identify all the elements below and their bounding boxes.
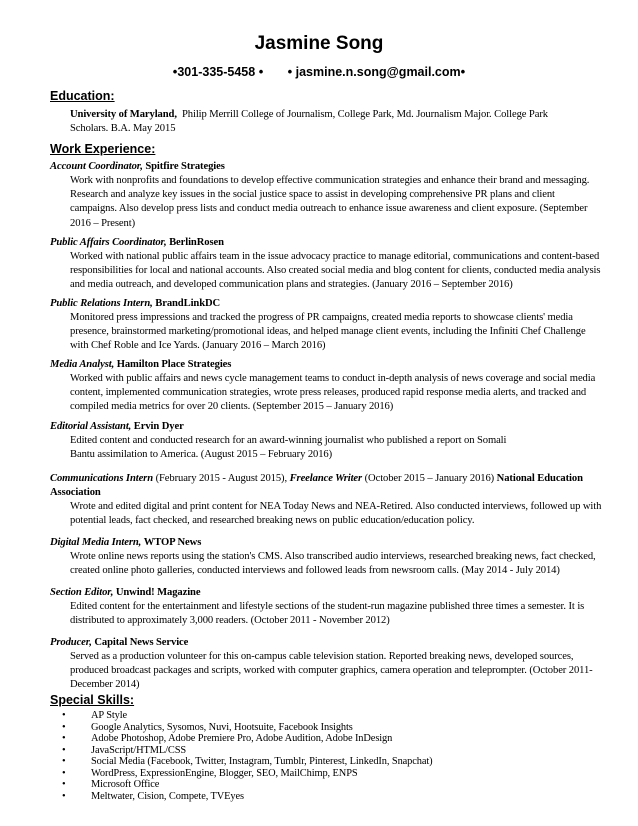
job-dates: (February 2015 - August 2015),	[155, 473, 288, 484]
job-description-line: with Chef Roble and Ice Yards. (January 2016 – March 2016)	[70, 340, 326, 352]
contact-line	[0, 64, 638, 79]
job-company: Spitfire Strategies	[145, 161, 225, 172]
list-item	[60, 710, 600, 722]
education-details: Philip Merrill College of Journalism, College Park, Md. Journalism Major. College Park	[181, 109, 548, 120]
job-title: Producer,	[50, 637, 92, 648]
job-company: WTOP News	[143, 537, 202, 548]
job-title: Media Analyst,	[50, 359, 115, 370]
skills-list	[60, 710, 600, 802]
job-title: Digital Media Intern,	[50, 537, 142, 548]
job-description-line: Worked with national public affairs team in the issue advocacy practice to manage editorial, communications and content-based	[70, 251, 600, 262]
job-description-line: produced broadcast packages and scripts, worked with computer graphics, camera operation and teleprompter. (October 2011-	[70, 665, 593, 677]
job-title-line	[50, 586, 610, 600]
job-description	[70, 650, 610, 693]
job-description	[70, 311, 610, 354]
job-description-line: compiled media metrics for over 20 clients. (September 2015 – January 2016)	[70, 401, 394, 413]
job-description-line: Bantu assimilation to America. (August 2015 – February 2016)	[70, 449, 333, 461]
bullet-icon: •	[62, 744, 66, 756]
job-description	[70, 600, 610, 628]
job-company: Hamilton Place Strategies	[116, 359, 232, 370]
skill-text: Google Analytics, Sysomos, Nuvi, Hootsuite, Facebook Insights	[91, 721, 353, 733]
work-experience-heading: Work Experience:	[50, 142, 156, 156]
list-item	[60, 791, 600, 803]
school-name: University of Maryland,	[70, 109, 177, 120]
job-description-line: Research and analyze key issues in the social justice space to assist in developing comprehensive PR plans and client	[70, 189, 555, 201]
job-description-line: responsibilities for local and national accounts. Also created social media and blog content for clients, conducted media analysis	[70, 265, 601, 277]
job-company: National Education	[496, 473, 583, 484]
job-description	[70, 174, 610, 231]
job-description-line: Wrote and edited digital and print content for NEA Today News and NEA-Retired. Also conducted interviews, followed up with	[70, 501, 602, 512]
list-item	[60, 722, 600, 734]
job-title: Public Relations Intern,	[50, 298, 153, 309]
job-description-line: Worked with public affairs and news cycle management teams to conduct in-depth analysis of news coverage and social media	[70, 373, 596, 384]
job-description-line: potential leads, fact checked, and researched breaking news on public education/education policy.	[70, 515, 475, 527]
job-title-line	[50, 536, 610, 550]
job-title-line	[50, 160, 610, 174]
job-title: Editorial Assistant,	[50, 421, 132, 432]
bullet-icon: •	[62, 779, 66, 790]
job-description-line: created online photo galleries, conducted interviews and followed leads from newsroom calls. (May 2014 - July 2014)	[70, 565, 560, 577]
list-item	[60, 756, 600, 768]
job-title-line	[50, 236, 610, 250]
job-title-line	[50, 358, 610, 372]
bullet-icon: •	[258, 64, 264, 79]
skill-text: Social Media (Facebook, Twitter, Instagram, Tumblr, Pinterest, LinkedIn, Snapchat)	[91, 756, 433, 767]
skill-text: Meltwater, Cision, Compete, TVEyes	[91, 790, 244, 802]
list-item	[60, 779, 600, 791]
education-heading: Education:	[50, 89, 115, 103]
job-description-line: Served as a production volunteer for this on-campus cable television station. Reported breaking news, developed sources,	[70, 651, 574, 662]
bullet-icon: •	[62, 721, 66, 733]
skill-text: AP Style	[91, 710, 128, 721]
job-title: Account Coordinator,	[50, 161, 143, 172]
skill-text: JavaScript/HTML/CSS	[91, 744, 187, 756]
job-company: Unwind! Magazine	[115, 587, 201, 598]
job-description-line: and media outreach, and developed communication plans and strategies. (January 2016 – September 2016)	[70, 279, 513, 291]
job-description	[70, 500, 610, 528]
job-description-line: Wrote online news reports using the station's CMS. Also transcribed audio interviews, researched breaking news, fact checked,	[70, 551, 596, 562]
list-item	[60, 745, 600, 757]
bullet-icon: •	[62, 710, 66, 721]
job-company: BerlinRosen	[169, 237, 224, 248]
job-title-line	[50, 420, 610, 434]
bullet-icon: •	[62, 733, 66, 744]
bullet-icon: •	[62, 767, 66, 779]
job-description-line: Work with nonprofits and foundations to develop effective communication strategies and enhance their brand and messaging.	[70, 175, 590, 186]
email-address: jasmine.n.song@gmail.com	[295, 65, 461, 79]
education-line-1	[70, 108, 615, 122]
bullet-icon: •	[62, 756, 66, 767]
skill-text: Adobe Photoshop, Adobe Premiere Pro, Adobe Audition, Adobe InDesign	[91, 733, 393, 744]
education-entry	[70, 108, 615, 136]
job-title-secondary: Freelance Writer	[289, 473, 363, 484]
bullet-icon: •	[172, 64, 178, 79]
bullet-icon: •	[62, 790, 66, 802]
job-company-continued: Association	[50, 487, 101, 499]
special-skills-heading: Special Skills:	[50, 693, 135, 707]
job-title-line	[50, 636, 610, 650]
job-description-line: distributed to approximately 3,000 readers. (October 2011 - November 2012)	[70, 615, 390, 627]
job-description	[70, 372, 610, 415]
job-description-line: Monitored press impressions and tracked the progress of PR campaigns, created media reports to showcase clients' media	[70, 312, 573, 323]
job-title: Public Affairs Coordinator,	[50, 237, 167, 248]
phone-number: 301-335-5458	[177, 65, 256, 79]
job-description	[70, 434, 610, 462]
education-line-2: Scholars. B.A. May 2015	[70, 123, 176, 135]
job-title-line	[50, 472, 610, 500]
bullet-icon: •	[287, 64, 293, 79]
candidate-name: Jasmine Song	[254, 33, 384, 54]
job-description-line: December 2014)	[70, 679, 140, 691]
job-description-line: 2016 – Present)	[70, 217, 135, 229]
job-title-line	[50, 297, 610, 311]
job-description-line: Edited content and conducted research for an award-winning journalist who published a report on Somali	[70, 435, 507, 446]
job-description-line: campaigns. Also develop press lists and conduct media outreach to enhance issue awareness and client exposure. (September	[70, 203, 588, 215]
bullet-icon: •	[460, 64, 466, 79]
job-company: BrandLinkDC	[155, 298, 221, 309]
list-item	[60, 733, 600, 745]
job-description-line: content, implemented communication strategies, wrote press releases, produced rapid response media alerts, and tracked and	[70, 387, 587, 399]
job-description	[70, 250, 610, 293]
list-item	[60, 768, 600, 780]
job-title: Section Editor,	[50, 587, 114, 598]
job-description	[70, 550, 610, 578]
job-company: Ervin Dyer	[133, 421, 184, 432]
job-title: Communications Intern	[50, 473, 153, 484]
job-company: Capital News Service	[94, 637, 189, 648]
job-description-line: Edited content for the entertainment and lifestyle sections of the student-run magazine published three times a semester. It is	[70, 601, 585, 612]
job-description-line: presence, brainstormed marketing/promotional ideas, and helped manage client events, including the Infiniti Chef Challenge	[70, 326, 586, 338]
skill-text: Microsoft Office	[91, 779, 160, 790]
job-dates-secondary: (October 2015 – January 2016)	[364, 473, 495, 484]
skill-text: WordPress, ExpressionEngine, Blogger, SEO, MailChimp, ENPS	[91, 767, 358, 779]
